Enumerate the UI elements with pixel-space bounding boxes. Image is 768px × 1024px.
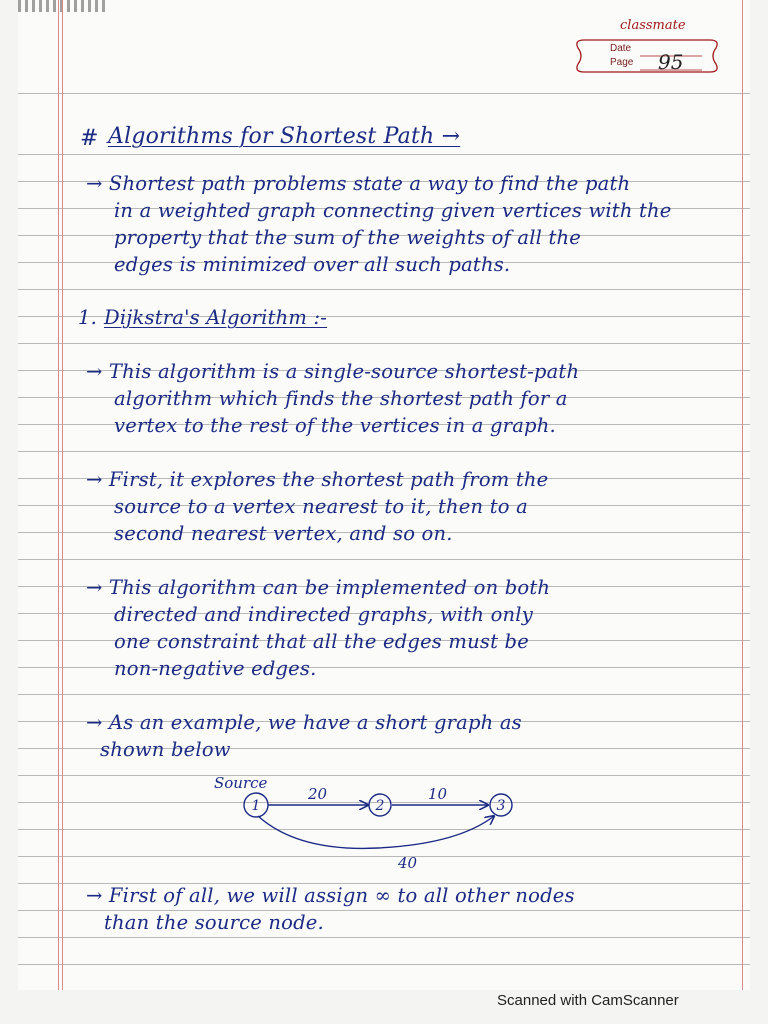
notebook-page — [18, 0, 750, 990]
section-number: 1. — [78, 306, 98, 329]
paragraph-line: vertex to the rest of the vertices in a graph. — [114, 414, 556, 437]
node-label: 2 — [375, 798, 385, 814]
intro-line: → Shortest path problems state a way to find the path — [86, 172, 631, 195]
edge-weight: 10 — [428, 785, 448, 803]
node-label: 1 — [251, 798, 261, 814]
ruled-line — [18, 154, 750, 155]
paragraph-line: than the source node. — [104, 911, 324, 934]
paragraph-line: shown below — [100, 738, 231, 761]
right-margin-line — [742, 0, 743, 990]
margin-line — [62, 0, 63, 990]
page-label: Page — [610, 57, 634, 68]
edge-1-2 — [268, 785, 368, 805]
classmate-logo — [574, 18, 724, 80]
page-number: 95 — [658, 50, 684, 74]
ruled-line — [18, 343, 750, 344]
ruled-line — [18, 451, 750, 452]
margin-line — [58, 0, 59, 990]
paragraph-line: non-negative edges. — [114, 657, 317, 680]
section-title: Dijkstra's Algorithm :- — [104, 306, 328, 329]
ruled-line — [18, 93, 750, 94]
scanner-watermark: Scanned with CamScanner — [497, 992, 679, 1009]
intro-line: edges is minimized over all such paths. — [114, 253, 511, 276]
source-label: Source — [214, 774, 268, 792]
paragraph-line: second nearest vertex, and so on. — [114, 522, 453, 545]
paragraph-line: → As an example, we have a short graph as — [86, 711, 522, 734]
paragraph-line: one constraint that all the edges must be — [114, 630, 529, 653]
paragraph-line: → First of all, we will assign ∞ to all other nodes — [86, 884, 575, 907]
date-page-frame — [574, 34, 720, 78]
paragraph-line: → This algorithm is a single-source shortest-path — [86, 360, 580, 383]
edge-weight: 40 — [398, 854, 418, 872]
heading-hash: # — [80, 126, 99, 151]
graph-node — [490, 794, 512, 816]
graph-node — [369, 794, 391, 816]
edge-weight: 20 — [308, 785, 328, 803]
brand-name: classmate — [620, 18, 686, 33]
paragraph-line: source to a vertex nearest to it, then to a — [114, 495, 528, 518]
paragraph-line: directed and indirected graphs, with only — [114, 603, 533, 626]
graph-node — [244, 793, 268, 817]
intro-line: in a weighted graph connecting given vertices with the — [114, 199, 672, 222]
paragraph-line: → First, it explores the shortest path from the — [86, 468, 549, 491]
ruled-line — [18, 289, 750, 290]
ruled-line — [18, 694, 750, 695]
edge-1-3 — [258, 816, 494, 872]
ruled-line — [18, 937, 750, 938]
paragraph-line: algorithm which finds the shortest path for a — [114, 387, 568, 410]
example-graph — [208, 772, 528, 872]
date-label: Date — [610, 43, 632, 54]
spiral-binding — [18, 0, 108, 12]
paragraph-line: → This algorithm can be implemented on both — [86, 576, 551, 599]
edge-2-3 — [392, 785, 488, 805]
ruled-line — [18, 964, 750, 965]
node-label: 3 — [496, 798, 506, 814]
page-title: Algorithms for Shortest Path → — [108, 124, 461, 149]
ruled-line — [18, 559, 750, 560]
intro-line: property that the sum of the weights of all the — [114, 226, 582, 249]
